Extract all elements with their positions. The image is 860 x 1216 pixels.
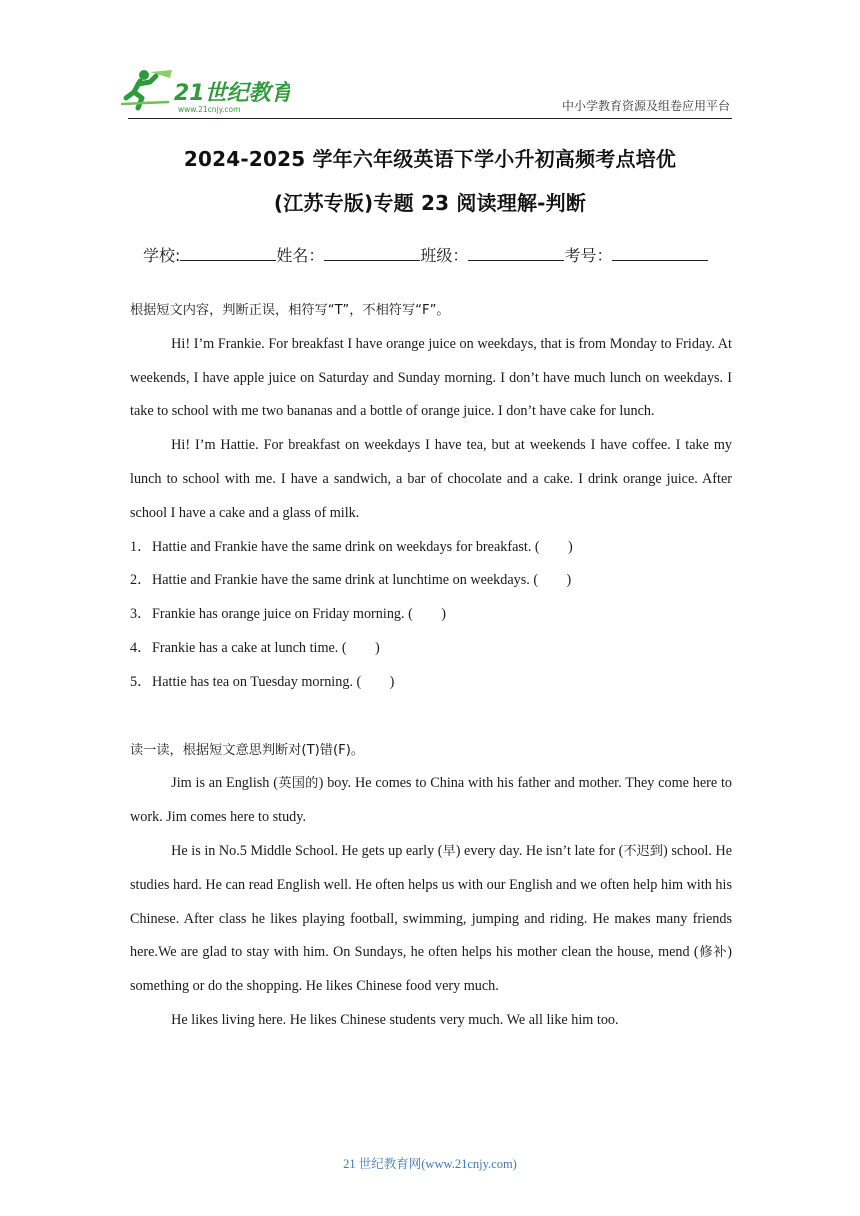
question-number: 3．	[130, 606, 152, 623]
section2-paragraph-3: He likes living here. He likes Chinese students very much. We all like him too.	[171, 1011, 619, 1028]
question-text: Hattie and Frankie have the same drink on weekdays for breakfast. ( )	[152, 538, 573, 555]
gloss-text: 早	[442, 843, 456, 859]
question-text: Frankie has a cake at lunch time. ( )	[152, 639, 380, 656]
question-5	[130, 666, 732, 700]
section2-paragraph-1	[130, 767, 732, 835]
school-blank[interactable]	[180, 246, 276, 261]
page-title-line-2: (江苏专版)专题 23 阅读理解-判断	[273, 191, 587, 215]
question-number: 2．	[130, 572, 152, 589]
site-logo	[120, 68, 290, 114]
question-number: 1．	[130, 538, 152, 555]
section2-instruction: 读一读，根据短文意思判断对(T)错(F)。	[130, 742, 365, 758]
class-blank[interactable]	[468, 246, 564, 261]
section1-paragraph-hattie: Hi! I’m Hattie. For breakfast on weekdays I have tea, but at weekends I have coffee. I take my lunch to school with me. I have a sandwich, a bar of chocolate and a cake. I drink orange juice. After school I have a cake and a glass of milk.	[130, 437, 732, 521]
platform-label: 中小学教育资源及组卷应用平台	[561, 99, 730, 113]
document-body	[130, 294, 732, 1038]
header-divider	[128, 118, 732, 119]
school-field[interactable]	[143, 243, 276, 266]
text-run: ) every day. He isn’t late for (	[455, 842, 624, 859]
class-label: 班级：	[420, 246, 469, 265]
question-4	[130, 632, 732, 666]
question-2	[130, 564, 732, 598]
name-label: 姓名：	[276, 246, 325, 265]
class-field[interactable]	[420, 243, 564, 266]
section-spacer	[130, 700, 732, 734]
text-run: ) boy. He comes to China with his father and mother. They come here to work. Jim comes here to study.	[130, 775, 733, 826]
question-number: 4．	[130, 639, 152, 656]
name-field[interactable]	[276, 243, 420, 266]
text-run: Jim is an English (	[171, 775, 278, 792]
number-label: 考号：	[564, 246, 613, 265]
question-text: Hattie has tea on Tuesday morning. ( )	[152, 673, 395, 690]
svg-text:www.21cnjy.com: www.21cnjy.com	[178, 105, 241, 114]
text-run: ) something or do the shopping. He likes Chinese food very much.	[130, 944, 733, 995]
svg-text:21世纪教育: 21世纪教育	[174, 81, 290, 106]
question-1	[130, 531, 732, 565]
question-text: Frankie has orange juice on Friday morning. ( )	[152, 606, 446, 623]
footer-link[interactable]: 21 世纪教育网(www.21cnjy.com)	[343, 1157, 517, 1171]
text-run: He is in No.5 Middle School. He gets up early (	[171, 842, 443, 859]
number-field[interactable]	[564, 243, 708, 266]
gloss-text: 英国的	[277, 776, 319, 792]
question-number: 5．	[130, 673, 152, 690]
section1-paragraph-frankie: Hi! I’m Frankie. For breakfast I have orange juice on weekdays, that is from Monday to Friday. At weekends, I have apple juice on Saturday and Sunday morning. I don’t have much lunch on weekdays. I take to school with me two bananas and a bottle of orange juice. I don’t have cake for lunch.	[130, 335, 732, 420]
student-info-row	[143, 243, 708, 266]
question-text: Hattie and Frankie have the same drink at lunchtime on weekdays. ( )	[152, 572, 572, 589]
school-label: 学校:	[143, 246, 181, 265]
number-blank[interactable]	[612, 246, 708, 261]
section1-instruction: 根据短文内容，判断正误，相符写“T”，不相符写“F”。	[130, 303, 450, 318]
question-3	[130, 598, 732, 632]
section2-paragraph-2	[130, 835, 732, 1004]
name-blank[interactable]	[324, 246, 420, 261]
text-run: ) school. He studies hard. He can read English well. He often helps us with our English and we often help him with his Chinese. After class he likes playing football, swimming, jumping and riding. He makes many friends here.We are glad to stay with him. On Sundays, he often helps his mother clean the house, mend (	[130, 842, 733, 961]
gloss-text: 修补	[698, 945, 728, 961]
page-title-line-1: 2024-2025 学年六年级英语下学小升初高频考点培优	[183, 147, 677, 171]
gloss-text: 不迟到	[623, 843, 664, 859]
